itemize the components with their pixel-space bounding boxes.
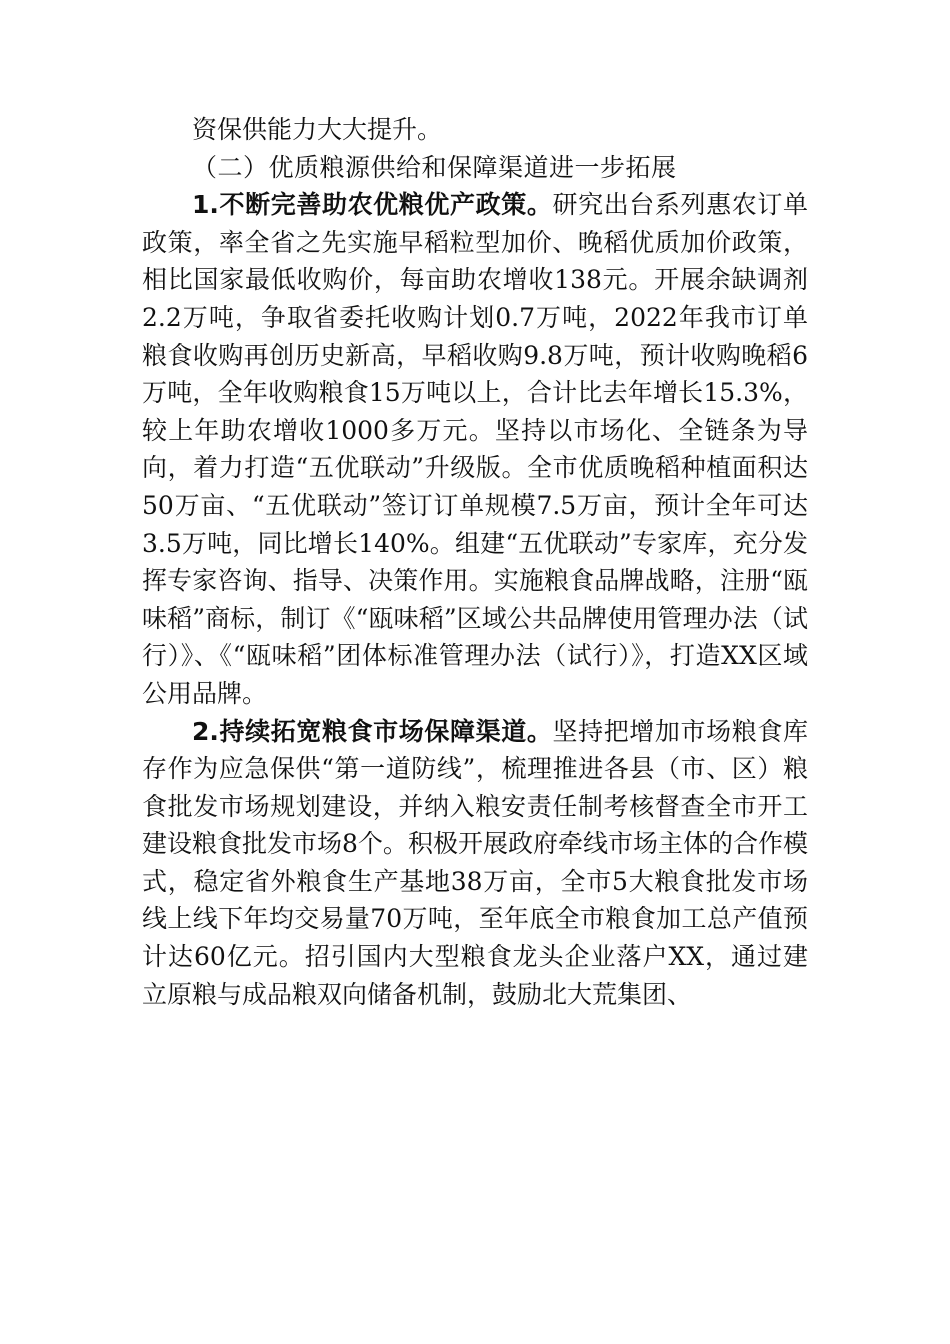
paragraph-2-lead: 2.持续拓宽粮食市场保障渠道。 — [192, 716, 553, 746]
document-body — [142, 111, 808, 1013]
paragraph-1-lead: 1.不断完善助农优粮优产政策。 — [192, 190, 553, 220]
paragraph-1-body: 研究出台系列惠农订单政策，率全省之先实施早稻粒型加价、晚稻优质加价政策，相比国家最低收购价，每亩助农增收138元。开展余缺调剂2.2万吨，争取省委托收购计划0.7万吨，2022年我市订单粮食收购再创历史新高，早稻收购9.8万吨，预计收购晚稻6万吨，全年收购粮食15万吨以上，合计比去年增长15.3%，较上年助农增收1000多万元。坚持以市场化、全链条为导向，着力打造“五优联动”升级版。全市优质晚稻种植面积达50万亩、“五优联动”签订订单规模7.5万亩，预计全年可达3.5万吨，同比增长140%。组建“五优联动”专家库，充分发挥专家咨询、指导、决策作用。实施粮食品牌战略，注册“瓯味稻”商标，制订《“瓯味稻”区域公共品牌使用管理办法（试行）》、《“瓯味稻”团体标准管理办法（试行）》，打造XX区域公用品牌。 — [142, 190, 808, 708]
section-heading: （二）优质粮源供给和保障渠道进一步拓展 — [192, 152, 677, 182]
paragraph-1 — [142, 186, 808, 712]
carryover-line: 资保供能力大大提升。 — [192, 115, 443, 144]
paragraph-2 — [142, 713, 808, 1014]
paragraph-2-body: 坚持把增加市场粮食库存作为应急保供“第一道防线”，梳理推进各县（市、区）粮食批发市场规划建设，并纳入粮安责任制考核督查全市开工建设粮食批发市场8个。积极开展政府牵线市场主体的合作模式，稳定省外粮食生产基地38万亩，全市5大粮食批发市场线上线下年均交易量70万吨，至年底全市粮食加工总产值预计达60亿元。招引国内大型粮食龙头企业落户XX，通过建立原粮与成品粮双向储备机制，鼓励北大荒集团、 — [142, 716, 808, 1009]
